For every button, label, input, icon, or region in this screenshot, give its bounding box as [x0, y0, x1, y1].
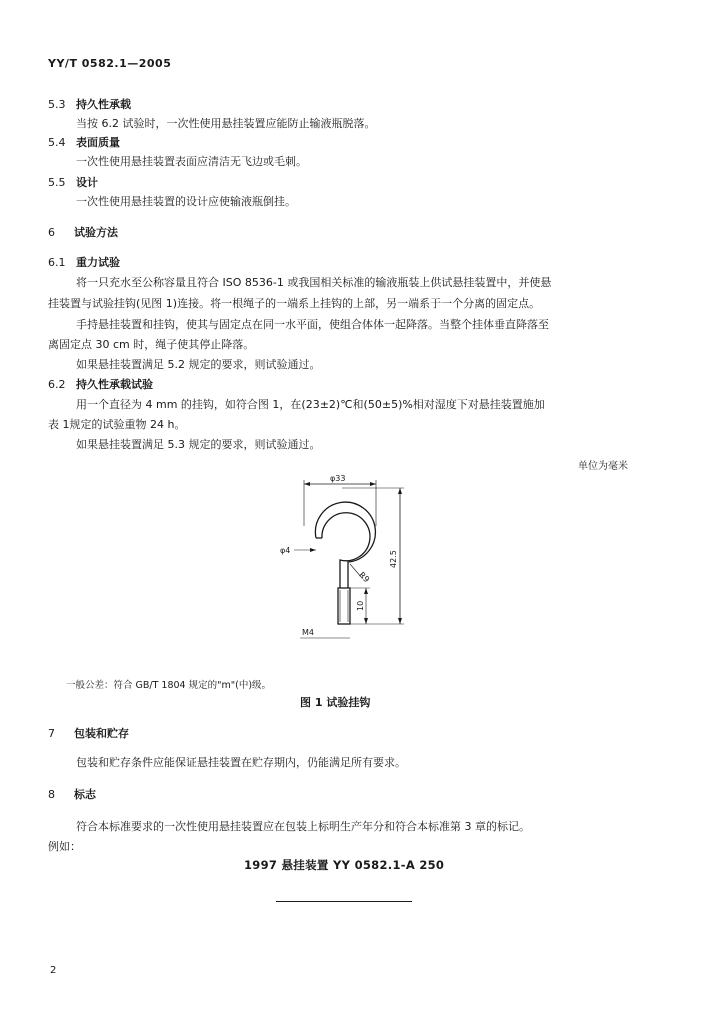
- section-number: 6.1: [48, 256, 66, 269]
- dim-label-thread-length: 10: [356, 600, 365, 611]
- section-6-heading: [48, 224, 118, 240]
- arrow-bottom: [398, 618, 402, 624]
- section-6-1-para3: 如果悬挂装置满足 5.2 规定的要求，则试验通过。: [76, 358, 321, 371]
- section-number: 5.3: [48, 98, 66, 111]
- arrow-thread-top: [364, 588, 368, 594]
- section-8-line2: 例如：: [48, 840, 81, 853]
- section-number: 6.2: [48, 378, 66, 391]
- page-number: 2: [50, 965, 57, 976]
- figure-caption: 图 1 试验挂钩: [300, 696, 371, 709]
- section-number: 5.4: [48, 136, 66, 149]
- section-6-1-para1-line2: 挂装置与试验挂钩(见图 1)连接。将一根绳子的一端系上挂钩的上部，另一端系于一个分离的固定点。: [48, 297, 541, 310]
- section-5-4-text: 一次性使用悬挂装置表面应清洁无飞边或毛刺。: [76, 155, 307, 168]
- section-title: 设计: [76, 176, 98, 189]
- section-title: 包装和贮存: [74, 727, 129, 740]
- section-6-2-para1-line2: 表 1规定的试验重物 24 h。: [48, 418, 186, 431]
- section-5-3-heading: [48, 96, 131, 112]
- arrow-right: [370, 482, 376, 486]
- section-8-heading: [48, 786, 96, 802]
- section-6-1-heading: [48, 254, 120, 270]
- section-6-2-para2: 如果悬挂装置满足 5.3 规定的要求，则试验通过。: [76, 438, 321, 451]
- section-5-3-text: 当按 6.2 试验时，一次性使用悬挂装置应能防止输液瓶脱落。: [76, 117, 376, 130]
- section-7-heading: [48, 725, 129, 741]
- section-7-text: 包装和贮存条件应能保证悬挂装置在贮存期内，仍能满足所有要求。: [76, 756, 406, 769]
- marking-example: 1997 悬挂装置 YY 0582.1-A 250: [244, 858, 445, 872]
- test-hook-figure: [270, 468, 420, 648]
- dim-label-wire: φ4: [280, 546, 291, 555]
- section-number: 5.5: [48, 176, 66, 189]
- arrow-wire: [310, 548, 316, 552]
- page-header: YY/T 0582.1—2005: [48, 57, 172, 70]
- section-title: 持久性承载: [76, 98, 131, 111]
- section-number: 8: [48, 788, 55, 801]
- section-5-5-text: 一次性使用悬挂装置的设计应使输液瓶倒挂。: [76, 195, 296, 208]
- unit-note: 单位为毫米: [578, 461, 628, 472]
- section-5-4-heading: [48, 134, 120, 150]
- section-6-1-para2-line2: 离固定点 30 cm 时，绳子使其停止降落。: [48, 338, 255, 351]
- dim-label-diameter: φ33: [330, 474, 346, 483]
- dim-label-thread: M4: [302, 628, 314, 637]
- section-title: 试验方法: [74, 226, 118, 239]
- dim-label-height: 42.5: [389, 550, 398, 568]
- end-rule: [276, 901, 412, 902]
- section-title: 标志: [74, 788, 96, 801]
- section-5-5-heading: [48, 174, 98, 190]
- arrow-top: [398, 488, 402, 494]
- section-title: 持久性承载试验: [76, 378, 153, 391]
- section-number: 7: [48, 727, 55, 740]
- section-6-2-heading: [48, 376, 153, 392]
- arrow-thread-bottom: [364, 618, 368, 624]
- arrow-left: [304, 482, 310, 486]
- section-title: 表面质量: [76, 136, 120, 149]
- section-number: 6: [48, 226, 55, 239]
- section-6-1-para2-line1: 手持悬挂装置和挂钩，使其与固定点在同一水平面，使组合体体一起降落。当整个挂体垂直降落至: [76, 318, 549, 331]
- section-8-line1: 符合本标准要求的一次性使用悬挂装置应在包装上标明生产年分和符合本标准第 3 章的标记。: [76, 820, 530, 833]
- section-6-2-para1-line1: 用一个直径为 4 mm 的挂钩，如符合图 1，在(23±2)℃和(50±5)%相对湿度下对悬挂装置施加: [76, 398, 545, 411]
- tolerance-note: 一般公差：符合 GB/T 1804 规定的"m"(中)级。: [66, 680, 272, 691]
- section-6-1-para1-line1: 将一只充水至公称容量且符合 ISO 8536-1 或我国相关标准的输液瓶装上供试悬挂装置中，并使悬: [76, 276, 552, 289]
- dim-label-radius: R9: [357, 570, 372, 585]
- section-title: 重力试验: [76, 256, 120, 269]
